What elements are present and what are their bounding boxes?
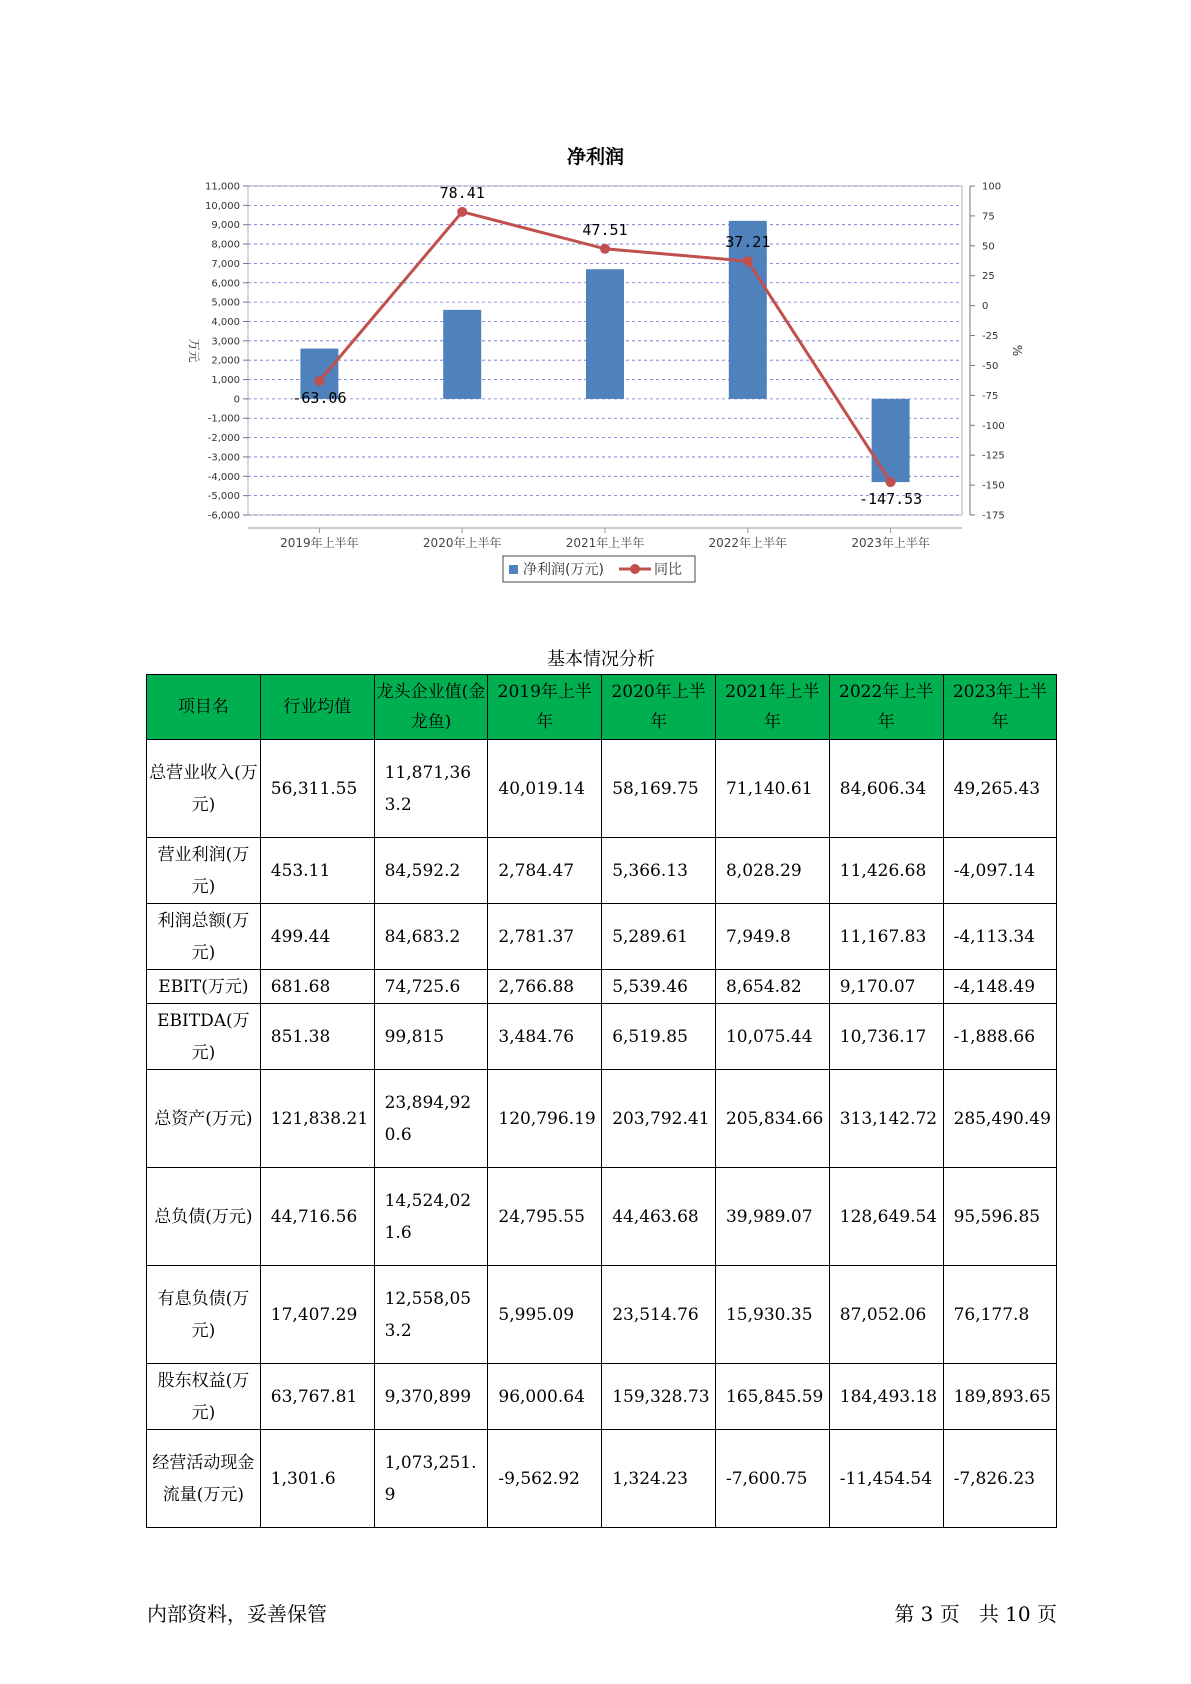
table-row — [147, 1004, 1057, 1070]
x-tick-label: 2021年上半年 — [565, 536, 645, 550]
table-cell: 24,795.55 — [488, 1168, 602, 1266]
table-header-cell: 2023年上半年 — [943, 675, 1057, 740]
row-label-cell: 总负债(万元) — [147, 1168, 261, 1266]
table-cell: 165,845.59 — [715, 1364, 829, 1430]
y-tick-label: 0 — [233, 394, 240, 406]
table-cell: 40,019.14 — [488, 740, 602, 838]
table-cell: 313,142.72 — [829, 1070, 943, 1168]
table-cell: -4,113.34 — [943, 904, 1057, 970]
data-label: -147.53 — [858, 490, 923, 509]
table-cell: 285,490.49 — [943, 1070, 1057, 1168]
y-tick-label: 2,000 — [211, 355, 240, 367]
table-cell: 84,606.34 — [829, 740, 943, 838]
yoy-point — [457, 207, 467, 217]
y-tick-label: 7,000 — [211, 258, 240, 270]
y-tick-label: 8,000 — [211, 239, 240, 251]
table-row — [147, 1168, 1057, 1266]
row-label-cell: 总营业收入(万元) — [147, 740, 261, 838]
table-cell: 14,524,021.6 — [374, 1168, 488, 1266]
y-tick-label: 11,000 — [205, 181, 240, 193]
table-row — [147, 1070, 1057, 1168]
table-row — [147, 838, 1057, 904]
table-row — [147, 1430, 1057, 1528]
table-cell: 128,649.54 — [829, 1168, 943, 1266]
yoy-point — [600, 244, 610, 254]
table-cell: 1,301.6 — [260, 1430, 374, 1528]
table-cell: 5,289.61 — [602, 904, 716, 970]
bar — [586, 269, 624, 399]
y2-tick-label: -25 — [982, 331, 999, 343]
table-cell: 23,514.76 — [602, 1266, 716, 1364]
y2-tick-label: 100 — [982, 181, 1002, 193]
row-label-cell: 股东权益(万元) — [147, 1364, 261, 1430]
y-tick-label: -4,000 — [207, 471, 240, 483]
table-cell: -7,826.23 — [943, 1430, 1057, 1528]
table-cell: 3,484.76 — [488, 1004, 602, 1070]
table-cell: 681.68 — [260, 970, 374, 1004]
table-cell: 10,075.44 — [715, 1004, 829, 1070]
data-label: 37.21 — [725, 233, 771, 252]
table-cell: -4,148.49 — [943, 970, 1057, 1004]
net-profit-chart — [0, 0, 1191, 600]
table-cell: 2,784.47 — [488, 838, 602, 904]
table-cell: -4,097.14 — [943, 838, 1057, 904]
table-cell: 84,592.2 — [374, 838, 488, 904]
table-cell: 205,834.66 — [715, 1070, 829, 1168]
table-cell: 2,781.37 — [488, 904, 602, 970]
table-cell: 63,767.81 — [260, 1364, 374, 1430]
legend-label: 同比 — [654, 562, 682, 578]
x-tick-label: 2019年上半年 — [280, 536, 359, 550]
table-cell: 15,930.35 — [715, 1266, 829, 1364]
table-row — [147, 1266, 1057, 1364]
table-header-cell: 龙头企业值(金龙鱼) — [374, 675, 488, 740]
table-cell: 84,683.2 — [374, 904, 488, 970]
table-cell: 11,871,363.2 — [374, 740, 488, 838]
table-cell: 120,796.19 — [488, 1070, 602, 1168]
table-cell: 2,766.88 — [488, 970, 602, 1004]
y-tick-label: 9,000 — [211, 220, 240, 232]
data-label: -63.06 — [292, 389, 347, 408]
table-cell: 9,370,899 — [374, 1364, 488, 1430]
table-cell: -11,454.54 — [829, 1430, 943, 1528]
table-cell: 17,407.29 — [260, 1266, 374, 1364]
y2-tick-label: -125 — [982, 450, 1005, 462]
table-cell: 12,558,053.2 — [374, 1266, 488, 1364]
y2-tick-label: -150 — [982, 480, 1005, 492]
table-header-cell: 项目名 — [147, 675, 261, 740]
table-header-cell: 2020年上半年 — [602, 675, 716, 740]
row-label-cell: 利润总额(万元) — [147, 904, 261, 970]
x-tick-label: 2022年上半年 — [708, 536, 788, 550]
table-cell: 23,894,920.6 — [374, 1070, 488, 1168]
y2-tick-label: -175 — [982, 510, 1005, 522]
table-cell: 99,815 — [374, 1004, 488, 1070]
table-cell: 44,716.56 — [260, 1168, 374, 1266]
row-label-cell: 总资产(万元) — [147, 1070, 261, 1168]
y-tick-label: 5,000 — [211, 297, 240, 309]
table-cell: 203,792.41 — [602, 1070, 716, 1168]
y-tick-label: 6,000 — [211, 278, 240, 290]
table-cell: -7,600.75 — [715, 1430, 829, 1528]
y-tick-label: 1,000 — [211, 375, 240, 387]
table-cell: 9,170.07 — [829, 970, 943, 1004]
data-label: 78.41 — [439, 183, 485, 202]
y-tick-label: -6,000 — [207, 510, 240, 522]
table-row — [147, 970, 1057, 1004]
table-header-cell: 行业均值 — [260, 675, 374, 740]
legend-bar-swatch — [509, 565, 518, 574]
y2-axis-label: % — [1010, 344, 1024, 357]
table-body — [147, 740, 1057, 1528]
legend-point-swatch — [630, 564, 640, 574]
table-cell: 96,000.64 — [488, 1364, 602, 1430]
table-cell: 1,073,251.9 — [374, 1430, 488, 1528]
table-cell: 5,366.13 — [602, 838, 716, 904]
table-cell: 6,519.85 — [602, 1004, 716, 1070]
y-tick-label: -2,000 — [207, 433, 240, 445]
row-label-cell: EBITDA(万元) — [147, 1004, 261, 1070]
table-cell: 11,426.68 — [829, 838, 943, 904]
row-label-cell: 经营活动现金流量(万元) — [147, 1430, 261, 1528]
footer-confidential: 内部资料，妥善保管 — [147, 1602, 327, 1626]
table-cell: 11,167.83 — [829, 904, 943, 970]
y-axis-label: 万元 — [187, 338, 201, 363]
table-header-cell: 2021年上半年 — [715, 675, 829, 740]
y-tick-label: 3,000 — [211, 336, 240, 348]
table-cell: 5,539.46 — [602, 970, 716, 1004]
table-cell: 39,989.07 — [715, 1168, 829, 1266]
table-cell: -9,562.92 — [488, 1430, 602, 1528]
yoy-point — [886, 477, 896, 487]
table-cell: 71,140.61 — [715, 740, 829, 838]
y2-tick-label: -75 — [982, 390, 999, 402]
table-cell: 8,028.29 — [715, 838, 829, 904]
y-tick-label: 10,000 — [205, 200, 240, 212]
bar — [872, 399, 910, 482]
table-cell: 159,328.73 — [602, 1364, 716, 1430]
y-tick-label: -5,000 — [207, 491, 240, 503]
table-cell: -1,888.66 — [943, 1004, 1057, 1070]
table-cell: 95,596.85 — [943, 1168, 1057, 1266]
table-title: 基本情况分析 — [547, 649, 655, 670]
table-cell: 76,177.8 — [943, 1266, 1057, 1364]
y2-tick-label: 50 — [982, 241, 995, 253]
table-cell: 189,893.65 — [943, 1364, 1057, 1430]
table-cell: 7,949.8 — [715, 904, 829, 970]
yoy-point — [314, 376, 324, 386]
y-tick-label: 4,000 — [211, 316, 240, 328]
table-header-cell: 2019年上半年 — [488, 675, 602, 740]
y-tick-label: -1,000 — [207, 413, 240, 425]
row-label-cell: EBIT(万元) — [147, 970, 261, 1004]
table-cell: 56,311.55 — [260, 740, 374, 838]
table-cell: 87,052.06 — [829, 1266, 943, 1364]
y2-tick-label: -100 — [982, 420, 1005, 432]
row-label-cell: 有息负债(万元) — [147, 1266, 261, 1364]
table-cell: 44,463.68 — [602, 1168, 716, 1266]
table-row — [147, 740, 1057, 838]
table-cell: 453.11 — [260, 838, 374, 904]
footer-page-number: 第 3 页 共 10 页 — [894, 1602, 1057, 1626]
data-label: 47.51 — [582, 220, 628, 239]
table-cell: 184,493.18 — [829, 1364, 943, 1430]
table-cell: 499.44 — [260, 904, 374, 970]
table-header-row — [147, 675, 1057, 740]
chart-title: 净利润 — [566, 146, 624, 168]
y2-tick-label: 25 — [982, 271, 995, 283]
y2-tick-label: -50 — [982, 360, 999, 372]
x-tick-label: 2020年上半年 — [422, 536, 502, 550]
table-cell: 74,725.6 — [374, 970, 488, 1004]
bar — [443, 310, 481, 399]
y2-tick-label: 75 — [982, 211, 995, 223]
table-cell: 1,324.23 — [602, 1430, 716, 1528]
table-cell: 8,654.82 — [715, 970, 829, 1004]
table-cell: 5,995.09 — [488, 1266, 602, 1364]
y2-tick-label: 0 — [982, 301, 989, 313]
table-cell: 49,265.43 — [943, 740, 1057, 838]
table-row — [147, 904, 1057, 970]
x-tick-label: 2023年上半年 — [851, 536, 930, 550]
basic-analysis-table — [146, 674, 1057, 1528]
table-cell: 121,838.21 — [260, 1070, 374, 1168]
table-row — [147, 1364, 1057, 1430]
table-cell: 58,169.75 — [602, 740, 716, 838]
yoy-point — [743, 256, 753, 266]
table-cell: 851.38 — [260, 1004, 374, 1070]
table-cell: 10,736.17 — [829, 1004, 943, 1070]
legend-label: 净利润(万元) — [523, 562, 604, 578]
table-header-cell: 2022年上半年 — [829, 675, 943, 740]
y-tick-label: -3,000 — [207, 452, 240, 464]
row-label-cell: 营业利润(万元) — [147, 838, 261, 904]
